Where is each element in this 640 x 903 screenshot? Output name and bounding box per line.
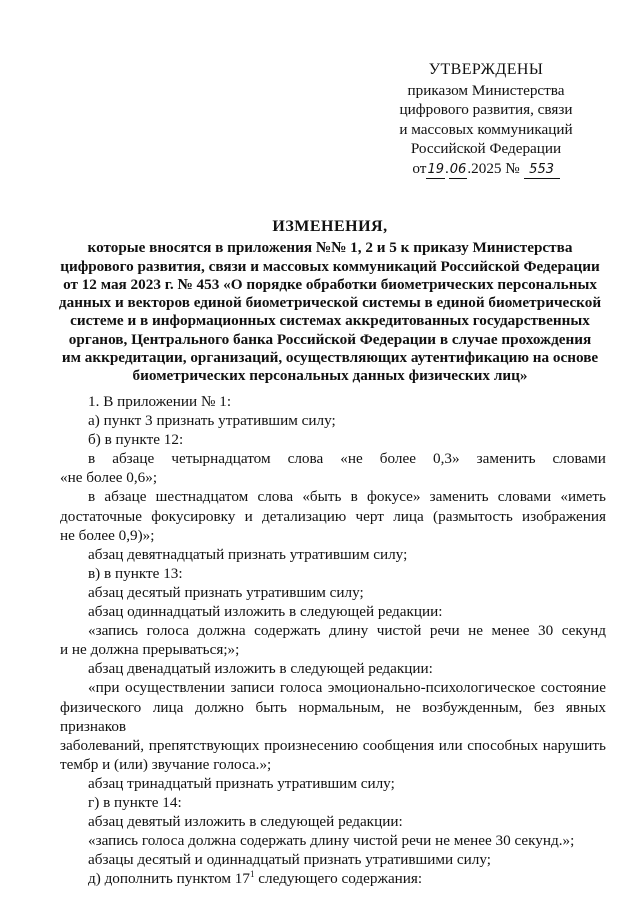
paragraph: и не должна прерываться;»; [60, 641, 240, 659]
date-month-handwritten: 06 [449, 161, 467, 177]
paragraph: абзац тринадцатый признать утратившим силу; [88, 774, 395, 792]
paragraph: тембр и (или) звучание голоса.»; [60, 755, 272, 773]
heading-line: которые вносятся в приложения №№ 1, 2 и 5 к приказу Министерства [87, 239, 573, 257]
date-day-handwritten: 19 [427, 161, 444, 177]
paragraph: абзац девятнадцатый признать утратившим силу; [88, 545, 408, 563]
word: 0,3» [432, 450, 460, 468]
approval-block [380, 60, 592, 179]
heading-line: системе и в информационных системах аккредитованных государственных [70, 312, 590, 330]
word: абзаце [112, 450, 155, 468]
paragraph: не более 0,9)»; [60, 526, 155, 544]
heading-line: им аккредитации, организаций, осуществляющих аутентификацию на основе [61, 349, 599, 367]
paragraph: абзац десятый признать утратившим силу; [88, 583, 364, 601]
word: в [88, 450, 96, 468]
paragraph: 1. В приложении № 1: [88, 393, 232, 410]
paragraph-text: следующего содержания: [254, 870, 423, 888]
superscript: 1 [249, 869, 255, 880]
heading-line: биометрических персональных данных физических лиц» [132, 367, 528, 385]
paragraph: «запись голоса должна содержать длину чистой речи не менее 30 секунд [88, 622, 606, 640]
paragraph: в абзаце шестнадцатом слова «быть в фокусе» заменить словами «иметь [88, 488, 606, 506]
paragraph: физического лица должно быть нормальным, не возбужденным, без явных признаков [60, 698, 606, 735]
date-prefix: от [412, 159, 427, 177]
paragraph-text: д) дополнить пунктом 17 [88, 870, 250, 888]
word: «не [340, 450, 363, 468]
document-body [60, 392, 606, 888]
approval-line: и массовых коммуникаций [399, 120, 573, 138]
paragraph: «не более 0,6»; [60, 469, 158, 487]
word: более [379, 450, 416, 468]
paragraph: б) в пункте 12: [88, 431, 184, 449]
word: заменить [476, 450, 536, 468]
approval-title: УТВЕРЖДЕНЫ [428, 61, 544, 78]
paragraph: «запись голоса должна содержать длину чистой речи не менее 30 секунд.»; [88, 832, 575, 850]
approval-date-line: от19.06.2025 № 553 [380, 159, 592, 179]
approval-line: Российской Федерации [410, 140, 562, 158]
paragraph: абзац одиннадцатый изложить в следующей редакции: [88, 603, 443, 621]
heading-line: данных и векторов единой биометрической системы в единой биометрической [58, 294, 602, 312]
paragraph: абзацы десятый и одиннадцатый признать утратившими силу; [88, 851, 491, 869]
paragraph: абзац двенадцатый изложить в следующей редакции: [88, 660, 433, 678]
approval-line: цифрового развития, связи [399, 101, 573, 119]
word: четырнадцатом [171, 450, 271, 468]
document-heading [50, 218, 610, 386]
heading-line: органов, Центрального банка Российской Федерации в случае прохождения [68, 330, 592, 348]
approval-line: приказом Министерства [407, 81, 565, 99]
paragraph: абзац девятый изложить в следующей редакции: [88, 813, 403, 831]
paragraph: г) в пункте 14: [88, 793, 182, 811]
paragraph [60, 869, 606, 888]
paragraph: достаточные фокусировку и детализацию черт лица (размытость изображения [60, 507, 606, 525]
date-year: .2025 № [467, 159, 520, 177]
word: слова [287, 450, 324, 468]
heading-title: ИЗМЕНЕНИЯ, [272, 218, 388, 235]
word: словами [552, 450, 606, 468]
paragraph-justified-line [60, 449, 606, 468]
paragraph: «при осуществлении записи голоса эмоционально-психологическое состояние [88, 679, 606, 697]
paragraph: заболеваний, препятствующих произнесению сообщения или способных нарушить [60, 736, 606, 754]
order-number-handwritten: 553 [524, 162, 560, 179]
paragraph: в) в пункте 13: [88, 564, 183, 582]
paragraph: а) пункт 3 признать утратившим силу; [88, 412, 336, 430]
heading-line: от 12 мая 2023 г. № 453 «О порядке обработки биометрических персональных [63, 275, 597, 293]
heading-line: цифрового развития, связи и массовых коммуникаций Российской Федерации [60, 257, 600, 275]
